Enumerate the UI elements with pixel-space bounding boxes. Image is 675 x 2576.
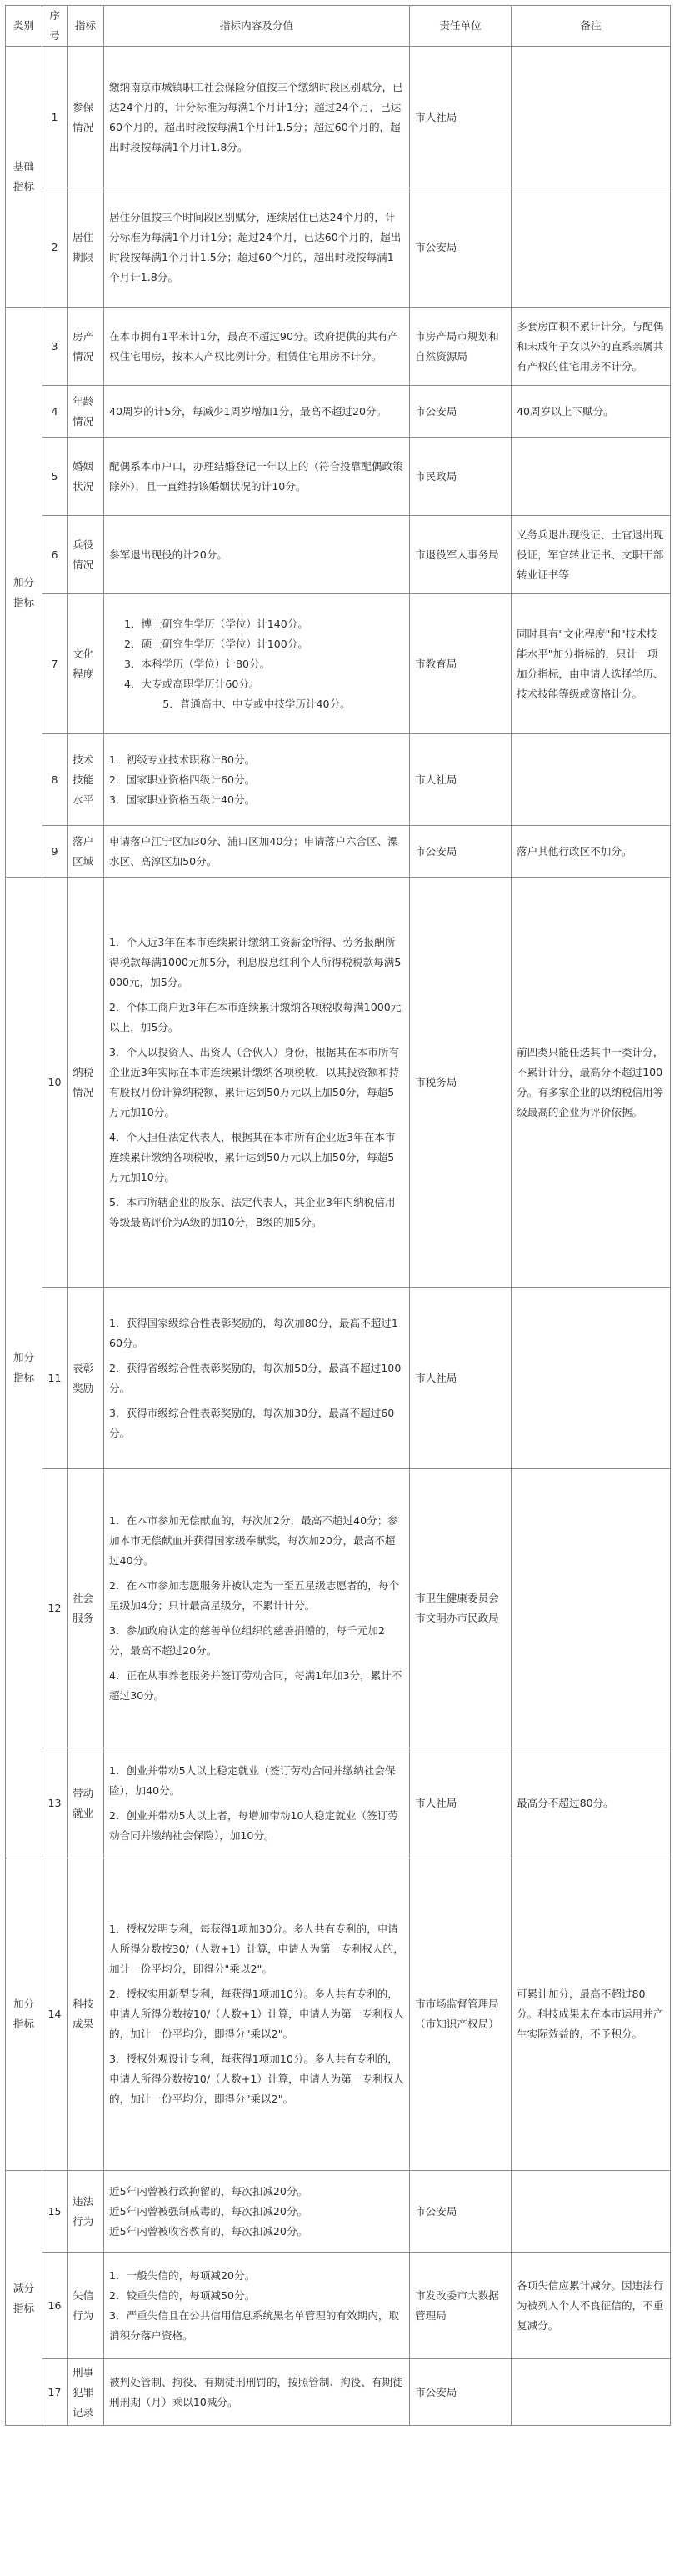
unit-cell: 市人社局 bbox=[410, 1288, 512, 1469]
content-item: 2．较重失信的，每项减50分。 bbox=[109, 2288, 256, 2302]
content-item: 4．正在从事养老服务并签订劳动合同，每满1年加3分，累计不超过30分。 bbox=[109, 1669, 402, 1702]
category-cell: 减分指标 bbox=[6, 2171, 42, 2426]
content-item: 4．个人担任法定代表人，根据其在本市所有企业近3年在本市连续累计缴纳各项税收，累计达到50万元以上加50分，每超5万元加10分。 bbox=[109, 1130, 396, 1183]
note-cell bbox=[512, 1288, 671, 1469]
content-item: 1．授权发明专利，每获得1项加30分。多人共有专利的，申请人所得分数按30/（人数+1）计算，申请人为第一专利权人的，加计一份平均分，即得分"乘以2"。 bbox=[109, 1923, 404, 1975]
content-cell bbox=[104, 386, 410, 438]
seq-cell: 13 bbox=[42, 1748, 68, 1858]
note-cell bbox=[512, 188, 671, 308]
points-table-wrapper bbox=[5, 5, 670, 2426]
content-item: 2．在本市参加志愿服务并被认定为一至五星级志愿者的，每个星级加4分；只计最高星级分，不累计计分。 bbox=[109, 1579, 400, 1612]
unit-cell: 市市场监督管理局（市知识产权局） bbox=[410, 1858, 512, 2171]
note-cell bbox=[512, 2359, 671, 2426]
table-row bbox=[6, 1858, 671, 2171]
content-item: 3．个人以投资人、出资人（合伙人）身份，根据其在本市所有企业近3年实际在本市连续累计缴纳各项税收，以其投资额和持有股权月份计算纳税额，累计达到50万元以上加50分，每超5万元加10分。 bbox=[109, 1045, 400, 1118]
unit-cell: 市公安局 bbox=[410, 386, 512, 438]
category-cell: 基础指标 bbox=[6, 47, 42, 308]
unit-cell: 市发改委市大数据管理局 bbox=[410, 2253, 512, 2359]
content-item: 3．获得市级综合性表彰奖励的，每次加30分，最高不超过60分。 bbox=[109, 1406, 395, 1439]
header-indicator: 指标 bbox=[68, 6, 104, 47]
table-row bbox=[6, 2359, 671, 2426]
header-note: 备注 bbox=[512, 6, 671, 47]
note-cell: 落户其他行政区不加分。 bbox=[512, 826, 671, 878]
table-row bbox=[6, 386, 671, 438]
points-table bbox=[5, 5, 671, 2426]
content-item: 2．创业并带动5人以上者，每增加带动10人稳定就业（签订劳动合同并缴纳社会保险），加10分。 bbox=[109, 1808, 398, 1842]
seq-cell: 5 bbox=[42, 438, 68, 516]
content-cell bbox=[104, 1288, 410, 1469]
indicator-cell: 违法行为 bbox=[68, 2171, 104, 2253]
unit-cell: 市人社局 bbox=[410, 47, 512, 188]
note-cell: 各项失信应累计减分。因违法行为被列入个人不良征信的，不重复减分。 bbox=[512, 2253, 671, 2359]
table-row bbox=[6, 2171, 671, 2253]
indicator-cell: 参保情况 bbox=[68, 47, 104, 188]
indicator-cell: 落户区域 bbox=[68, 826, 104, 878]
content-item: 近5年内曾被行政拘留的，每次扣减20分。 bbox=[109, 2184, 308, 2198]
note-cell bbox=[512, 2171, 671, 2253]
table-row bbox=[6, 878, 671, 1288]
seq-cell: 16 bbox=[42, 2253, 68, 2359]
content-cell bbox=[104, 734, 410, 826]
header-content: 指标内容及分值 bbox=[104, 6, 410, 47]
header-category: 类别 bbox=[6, 6, 42, 47]
note-cell bbox=[512, 47, 671, 188]
indicator-cell: 婚姻状况 bbox=[68, 438, 104, 516]
content-item: 3．本科学历（学位）计80分。 bbox=[124, 657, 271, 670]
content-item: 1．获得国家级综合性表彰奖励的，每次加80分，最高不超过160分。 bbox=[109, 1316, 398, 1349]
content-item: 2．授权实用新型专利，每获得1项加10分。多人共有专利的，申请人所得分数按10/（人数+1）计算，申请人为第一专利权人的，加计一份平均分，即得分"乘以2"。 bbox=[109, 1988, 404, 2040]
unit-cell: 市人社局 bbox=[410, 734, 512, 826]
indicator-cell: 科技成果 bbox=[68, 1858, 104, 2171]
seq-cell: 3 bbox=[42, 308, 68, 386]
content-item: 4．大专或高职学历计60分。 bbox=[124, 677, 260, 690]
content-item: 配偶系本市户口，办理结婚登记一年以上的（符合投靠配偶政策除外），且一直维持该婚姻状况的计10分。 bbox=[109, 459, 403, 493]
indicator-cell: 失信行为 bbox=[68, 2253, 104, 2359]
header-unit: 责任单位 bbox=[410, 6, 512, 47]
note-cell: 义务兵退出现役证、士官退出现役证，军官转业证书、文职干部转业证书等 bbox=[512, 516, 671, 594]
unit-cell: 市人社局 bbox=[410, 1748, 512, 1858]
note-cell: 多套房面积不累计计分。与配偶和未成年子女以外的直系亲属共有产权的住宅用房不计分。 bbox=[512, 308, 671, 386]
content-cell bbox=[104, 308, 410, 386]
content-item: 2．国家职业资格四级计60分。 bbox=[109, 773, 256, 786]
note-cell: 同时具有"文化程度"和"技术技能水平"加分指标的，只计一项加分指标，由申请人选择学历、技术技能等级或资格计分。 bbox=[512, 594, 671, 734]
category-cell: 加分指标 bbox=[6, 1858, 42, 2171]
seq-cell: 11 bbox=[42, 1288, 68, 1469]
content-item: 5．普通高中、中专或中技学历计40分。 bbox=[162, 697, 351, 710]
content-item: 2．获得省级综合性表彰奖励的，每次加50分，最高不超过100分。 bbox=[109, 1361, 402, 1394]
category-cell: 加分指标 bbox=[6, 308, 42, 878]
content-item: 1．在本市参加无偿献血的，每次加2分，最高不超过40分；参加本市无偿献血并获得国家级奉献奖，每次加20分，最高不超过40分。 bbox=[109, 1514, 398, 1567]
content-cell bbox=[104, 2171, 410, 2253]
seq-cell: 15 bbox=[42, 2171, 68, 2253]
content-item: 3．参加政府认定的慈善单位组织的慈善捐赠的，每千元加2分，最高不超过20分。 bbox=[109, 1624, 385, 1657]
content-item: 参军退出现役的计20分。 bbox=[109, 548, 228, 561]
seq-cell: 12 bbox=[42, 1469, 68, 1748]
unit-cell: 市公安局 bbox=[410, 2359, 512, 2426]
unit-cell: 市卫生健康委员会市文明办市民政局 bbox=[410, 1469, 512, 1748]
seq-cell: 4 bbox=[42, 386, 68, 438]
seq-cell: 9 bbox=[42, 826, 68, 878]
table-row bbox=[6, 826, 671, 878]
note-cell bbox=[512, 734, 671, 826]
seq-cell: 1 bbox=[42, 47, 68, 188]
seq-cell: 8 bbox=[42, 734, 68, 826]
indicator-cell: 文化程度 bbox=[68, 594, 104, 734]
content-item: 近5年内曾被收容教育的，每次扣减20分。 bbox=[109, 2224, 308, 2238]
content-item: 3．国家职业资格五级计40分。 bbox=[109, 793, 256, 806]
indicator-cell: 技术技能水平 bbox=[68, 734, 104, 826]
unit-cell: 市房产局市规划和自然资源局 bbox=[410, 308, 512, 386]
indicator-cell: 居住期限 bbox=[68, 188, 104, 308]
table-row bbox=[6, 516, 671, 594]
content-item: 5．本市所辖企业的股东、法定代表人，其企业3年内纳税信用等级最高评价为A级的加10分，B级的加5分。 bbox=[109, 1195, 396, 1228]
unit-cell: 市公安局 bbox=[410, 826, 512, 878]
note-cell: 40周岁以上下赋分。 bbox=[512, 386, 671, 438]
indicator-cell: 带动就业 bbox=[68, 1748, 104, 1858]
note-cell bbox=[512, 438, 671, 516]
table-row bbox=[6, 594, 671, 734]
unit-cell: 市退役军人事务局 bbox=[410, 516, 512, 594]
indicator-cell: 纳税情况 bbox=[68, 878, 104, 1288]
content-item: 40周岁的计5分，每减少1周岁增加1分，最高不超过20分。 bbox=[109, 404, 388, 418]
content-item: 2．硕士研究生学历（学位）计100分。 bbox=[124, 637, 308, 650]
table-row bbox=[6, 47, 671, 188]
content-cell bbox=[104, 826, 410, 878]
content-cell bbox=[104, 1469, 410, 1748]
unit-cell: 市教育局 bbox=[410, 594, 512, 734]
content-cell bbox=[104, 438, 410, 516]
content-item: 近5年内曾被强制戒毒的，每次扣减20分。 bbox=[109, 2204, 308, 2218]
content-cell bbox=[104, 47, 410, 188]
unit-cell: 市公安局 bbox=[410, 188, 512, 308]
table-row bbox=[6, 1469, 671, 1748]
content-item: 1．一般失信的，每项减20分。 bbox=[109, 2268, 256, 2282]
note-cell bbox=[512, 1469, 671, 1748]
header-seq: 序号 bbox=[42, 6, 68, 47]
seq-cell: 7 bbox=[42, 594, 68, 734]
seq-cell: 6 bbox=[42, 516, 68, 594]
table-row bbox=[6, 1288, 671, 1469]
table-row bbox=[6, 438, 671, 516]
content-cell bbox=[104, 878, 410, 1288]
content-item: 3．严重失信且在公共信用信息系统黑名单管理的有效期内，取消积分落户资格。 bbox=[109, 2308, 400, 2342]
unit-cell: 市公安局 bbox=[410, 2171, 512, 2253]
header-row bbox=[6, 6, 671, 47]
indicator-cell: 兵役情况 bbox=[68, 516, 104, 594]
indicator-cell: 刑事犯罪记录 bbox=[68, 2359, 104, 2426]
content-cell bbox=[104, 1748, 410, 1858]
seq-cell: 17 bbox=[42, 2359, 68, 2426]
content-item: 1．个人近3年在本市连续累计缴纳工资薪金所得、劳务报酬所得税款每满1000元加5分，利息股息红利个人所得税税款每满5000元，加5分。 bbox=[109, 935, 402, 988]
indicator-cell: 年龄情况 bbox=[68, 386, 104, 438]
content-item: 2．个体工商户近3年在本市连续累计缴纳各项税收每满1000元以上，加5分。 bbox=[109, 1000, 402, 1033]
content-cell bbox=[104, 188, 410, 308]
content-cell bbox=[104, 2253, 410, 2359]
table-row bbox=[6, 734, 671, 826]
indicator-cell: 房产情况 bbox=[68, 308, 104, 386]
content-cell bbox=[104, 2359, 410, 2426]
content-item: 1．博士研究生学历（学位）计140分。 bbox=[124, 617, 308, 630]
category-cell: 加分指标 bbox=[6, 878, 42, 1858]
unit-cell: 市税务局 bbox=[410, 878, 512, 1288]
content-cell bbox=[104, 1858, 410, 2171]
seq-cell: 2 bbox=[42, 188, 68, 308]
table-row bbox=[6, 1748, 671, 1858]
content-item: 申请落户江宁区加30分、浦口区加40分；申请落户六合区、溧水区、高淳区加50分。 bbox=[109, 834, 398, 868]
content-cell bbox=[104, 594, 410, 734]
content-item: 1．初级专业技术职称计80分。 bbox=[109, 753, 256, 766]
content-cell bbox=[104, 516, 410, 594]
indicator-cell: 表彰奖励 bbox=[68, 1288, 104, 1469]
content-item: 被判处管制、拘役、有期徒刑刑罚的，按照管制、拘役、有期徒刑刑期（月）乘以10减分。 bbox=[109, 2375, 403, 2408]
note-cell: 最高分不超过80分。 bbox=[512, 1748, 671, 1858]
table-row bbox=[6, 308, 671, 386]
content-item: 缴纳南京市城镇职工社会保险分值按三个缴纳时段区别赋分，已达24个月的，计分标准为每满1个月计1分；超过24个月，已达60个月的，超出时段按每满1个月计1.5分；超过60个月的，超出时段按每满1个月计1.8分。 bbox=[109, 80, 403, 153]
seq-cell: 10 bbox=[42, 878, 68, 1288]
content-item: 3．授权外观设计专利，每获得1项加10分。多人共有专利的，申请人所得分数按10/（人数+1）计算，申请人为第一专利权人的，加计一份平均分，即得分"乘以2"。 bbox=[109, 2053, 404, 2105]
note-cell: 可累计加分，最高不超过80分。科技成果未在本市运用并产生实际效益的，不予积分。 bbox=[512, 1858, 671, 2171]
content-item: 在本市拥有1平米计1分，最高不超过90分。政府提供的共有产权住宅用房，按本人产权比例计分。租赁住宅用房不计分。 bbox=[109, 329, 398, 363]
unit-cell: 市民政局 bbox=[410, 438, 512, 516]
note-cell: 前四类只能任选其中一类计分，不累计计分，最高分不超过100分。有多家企业的以纳税信用等级最高的企业为评价依据。 bbox=[512, 878, 671, 1288]
content-item: 1．创业并带动5人以上稳定就业（签订劳动合同并缴纳社会保险），加40分。 bbox=[109, 1763, 396, 1797]
table-row bbox=[6, 2253, 671, 2359]
table-row bbox=[6, 188, 671, 308]
indicator-cell: 社会服务 bbox=[68, 1469, 104, 1748]
seq-cell: 14 bbox=[42, 1858, 68, 2171]
content-item: 居住分值按三个时间段区别赋分，连续居住已达24个月的，计分标准为每满1个月计1分；超过24个月，已达60个月的，超出时段按每满1个月计1.5分；超过60个月的，超出时段按每满1个月计1.8分。 bbox=[109, 211, 402, 283]
